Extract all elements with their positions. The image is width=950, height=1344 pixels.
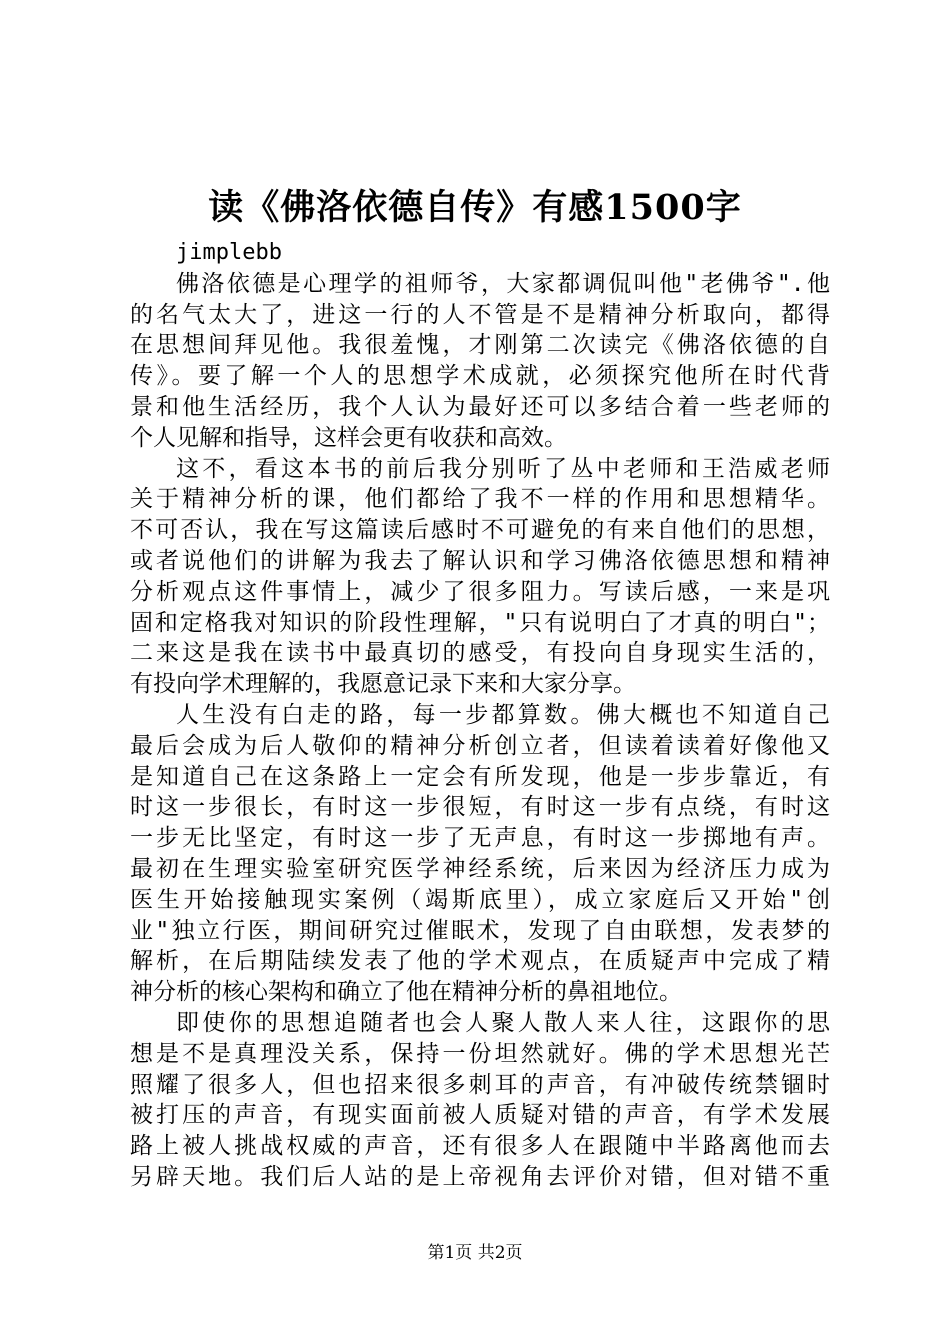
document-title: 读《佛洛依德自传》有感1500字 xyxy=(208,187,742,228)
paragraph-line: 想是不是真理没关系，保持一份坦然就好。佛的学术思想光芒 xyxy=(130,1040,830,1067)
paragraph-line: 个人见解和指导，这样会更有收获和高效。 xyxy=(130,424,567,451)
paragraph-line: 解析，在后期陆续发表了他的学术观点，在质疑声中完成了精 xyxy=(130,948,830,975)
paragraph-line: 景和他生活经历，我个人认为最好还可以多结合着一些老师的 xyxy=(130,393,830,420)
paragraph-line: 的名气太大了，进这一行的人不管是不是精神分析取向，都得 xyxy=(130,301,830,328)
paragraph-line: 最后会成为后人敬仰的精神分析创立者，但读着读着好像他又 xyxy=(130,732,830,759)
paragraph-line: 一步无比坚定，有时这一步了无声息，有时这一步掷地有声。 xyxy=(130,825,830,852)
paragraph-line: 最初在生理实验室研究医学神经系统，后来因为经济压力成为 xyxy=(130,855,830,882)
paragraph-line: 照耀了很多人，但也招来很多刺耳的声音，有冲破传统禁锢时 xyxy=(130,1071,830,1098)
paragraph-line: 固和定格我对知识的阶段性理解，"只有说明白了才真的明白"； xyxy=(130,609,830,636)
paragraph-line: 或者说他们的讲解为我去了解认识和学习佛洛依德思想和精神 xyxy=(130,547,830,574)
page-footer: 第1页 共2页 xyxy=(427,1243,523,1263)
paragraph-container xyxy=(130,269,830,1193)
paragraph-line: 医生开始接触现实案例（竭斯底里），成立家庭后又开始"创 xyxy=(130,886,830,913)
paragraph xyxy=(130,1008,830,1193)
paragraph-line: 人生没有白走的路，每一步都算数。佛大概也不知道自己 xyxy=(176,701,830,728)
paragraph-line: 神分析的核心架构和确立了他在精神分析的鼻祖地位。 xyxy=(130,979,682,1006)
paragraph xyxy=(130,269,830,454)
paragraph xyxy=(130,454,830,700)
paragraph-line: 不可否认，我在写这篇读后感时不可避免的有来自他们的思想， xyxy=(130,517,830,544)
paragraph-line: 路上被人挑战权威的声音，还有很多人在跟随中半路离他而去 xyxy=(130,1133,830,1160)
paragraph-line: 是知道自己在这条路上一定会有所发现，他是一步步靠近，有 xyxy=(130,763,830,790)
paragraph-line: 另辟天地。我们后人站的是上帝视角去评价对错，但对错不重 xyxy=(130,1163,830,1190)
paragraph-line: 关于精神分析的课，他们都给了我不一样的作用和思想精华。 xyxy=(130,486,830,513)
paragraph-line: 二来这是我在读书中最真切的感受，有投向自身现实生活的， xyxy=(130,640,830,667)
paragraph-line: 佛洛依德是心理学的祖师爷，大家都调侃叫他"老佛爷".他 xyxy=(176,270,830,297)
paragraph-line: 分析观点这件事情上，减少了很多阻力。写读后感，一来是巩 xyxy=(130,578,830,605)
paragraph-line: 业"独立行医，期间研究过催眠术，发现了自由联想，发表梦的 xyxy=(130,917,830,944)
paragraph-line: 传》。要了解一个人的思想学术成就，必须探究他所在时代背 xyxy=(130,363,830,390)
author-line: jimplebb xyxy=(176,240,282,265)
paragraph-line: 在思想间拜见他。我很羞愧，才刚第二次读完《佛洛依德的自 xyxy=(130,332,830,359)
paragraph-line: 这不，看这本书的前后我分别听了丛中老师和王浩威老师 xyxy=(176,455,830,482)
paragraph-line: 被打压的声音，有现实面前被人质疑对错的声音，有学术发展 xyxy=(130,1102,830,1129)
paragraph-line: 即使你的思想追随者也会人聚人散人来人往，这跟你的思 xyxy=(176,1009,830,1036)
paragraph-line: 时这一步很长，有时这一步很短，有时这一步有点绕，有时这 xyxy=(130,794,830,821)
paragraph-line: 有投向学术理解的，我愿意记录下来和大家分享。 xyxy=(130,671,636,698)
document-body xyxy=(130,238,830,1193)
paragraph xyxy=(130,700,830,1008)
